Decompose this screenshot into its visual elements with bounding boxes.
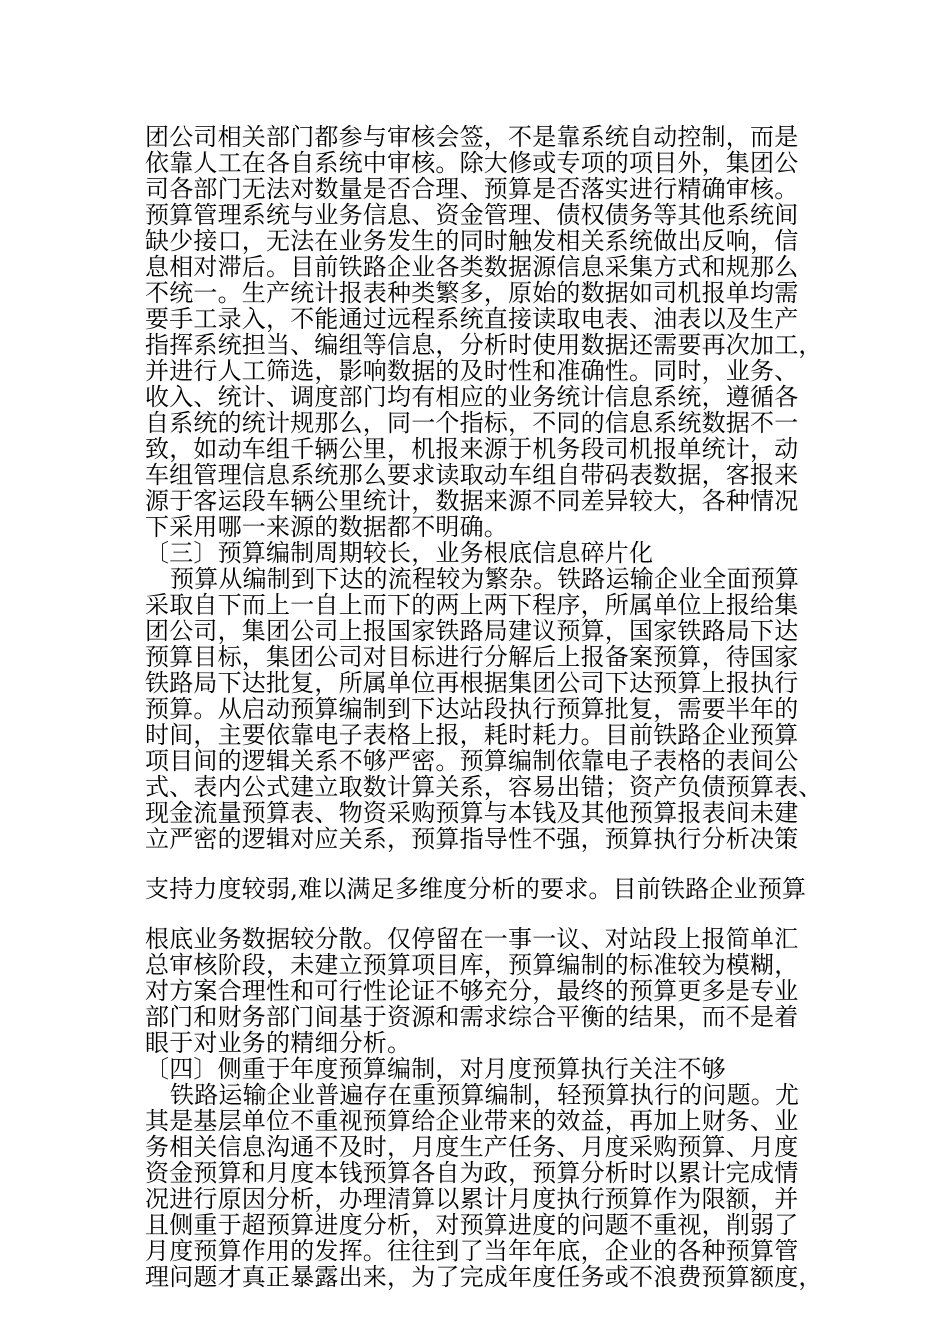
- text-line: 理问题才真正暴露出来，为了完成年度任务或不浪费预算额度，: [145, 1263, 823, 1291]
- text-line: 月度预算作用的发挥。往往到了当年年底，企业的各种预算管: [145, 1237, 799, 1265]
- text-line: 缺少接口，无法在业务发生的同时触发相关系统做出反响，信: [145, 227, 799, 255]
- text-line: 时间，主要依靠电子表格上报，耗时耗力。目前铁路企业预算: [145, 721, 799, 749]
- text-line: 司各部门无法对数量是否合理、预算是否落实进行精确审核。: [145, 175, 799, 203]
- text-line: 眼于对业务的精细分析。: [145, 1029, 412, 1057]
- text-line: 预算目标，集团公司对目标进行分解后上报备案预算，待国家: [145, 643, 799, 671]
- text-line: 且侧重于超预算进度分析，对预算进度的问题不重视，削弱了: [145, 1211, 799, 1239]
- text-line: 源于客运段车辆公里统计，数据来源不同差异较大，各种情况: [145, 487, 799, 515]
- section-heading-3: 〔三〕预算编制周期较长，业务根底信息碎片化: [145, 539, 654, 567]
- text-line: 团公司相关部门都参与审核会签，不是靠系统自动控制，而是: [145, 123, 799, 151]
- text-line: 自系统的统计规那么，同一个指标，不同的信息系统数据不一: [145, 409, 799, 437]
- text-line: 立严密的逻辑对应关系，预算指导性不强，预算执行分析决策: [145, 825, 799, 853]
- text-line: 总审核阶段，未建立预算项目库，预算编制的标准较为模糊，: [145, 951, 799, 979]
- text-line: 项目间的逻辑关系不够严密。预算编制依靠电子表格的表间公: [145, 747, 799, 775]
- text-line: 不统一。生产统计报表种类繁多，原始的数据如司机报单均需: [145, 279, 799, 307]
- text-line: 部门和财务部门间基于资源和需求综合平衡的结果，而不是着: [145, 1003, 799, 1031]
- text-line: 预算。从启动预算编制到下达站段执行预算批复，需要半年的: [145, 695, 799, 723]
- text-line: 车组管理信息系统那么要求读取动车组自带码表数据，客报来: [145, 461, 799, 489]
- text-line: 铁路局下达批复，所属单位再根据集团公司下达预算上报执行: [145, 669, 799, 697]
- text-line: 收入、统计、调度部门均有相应的业务统计信息系统，遵循各: [145, 383, 799, 411]
- text-line: 指挥系统担当、编组等信息，分析时使用数据还需要再次加工，: [145, 331, 823, 359]
- text-line: 采取自下而上一自上而下的两上两下程序，所属单位上报给集: [145, 591, 799, 619]
- text-line: 式、表内公式建立取数计算关系，容易出错；资产负债预算表、: [145, 773, 823, 801]
- text-line: 根底业务数据较分散。仅停留在一事一议、对站段上报简单汇: [145, 925, 799, 953]
- text-line: 况进行原因分析，办理清算以累计月度执行预算作为限额，并: [145, 1185, 799, 1213]
- text-line: 铁路运输企业普遍存在重预算编制，轻预算执行的问题。尤: [170, 1081, 800, 1109]
- text-line: 致，如动车组千辆公里，机报来源于机务段司机报单统计，动: [145, 435, 799, 463]
- text-line: 对方案合理性和可行性论证不够充分，最终的预算更多是专业: [145, 977, 799, 1005]
- text-line: 支持力度较弱,难以满足多维度分析的要求。目前铁路企业预算: [145, 875, 807, 903]
- text-line: 下采用哪一来源的数据都不明确。: [145, 513, 508, 541]
- text-line: 并进行人工筛选，影响数据的及时性和准确性。同时，业务、: [145, 357, 799, 385]
- section-heading-4: 〔四〕侧重于年度预算编制，对月度预算执行关注不够: [145, 1055, 726, 1083]
- text-line: 依靠人工在各自系统中审核。除大修或专项的项目外，集团公: [145, 149, 799, 177]
- text-line: 预算从编制到下达的流程较为繁杂。铁路运输企业全面预算: [170, 565, 800, 593]
- text-line: 务相关信息沟通不及时，月度生产任务、月度采购预算、月度: [145, 1133, 799, 1161]
- text-line: 息相对滞后。目前铁路企业各类数据源信息采集方式和规那么: [145, 253, 799, 281]
- text-line: 团公司，集团公司上报国家铁路局建议预算，国家铁路局下达: [145, 617, 799, 645]
- text-line: 其是基层单位不重视预算给企业带来的效益，再加上财务、业: [145, 1107, 799, 1135]
- text-line: 预算管理系统与业务信息、资金管理、债权债务等其他系统间: [145, 201, 799, 229]
- text-line: 要手工录入，不能通过远程系统直接读取电表、油表以及生产: [145, 305, 799, 333]
- text-line: 资金预算和月度本钱预算各自为政，预算分析时以累计完成情: [145, 1159, 799, 1187]
- text-line: 现金流量预算表、物资采购预算与本钱及其他预算报表间未建: [145, 799, 799, 827]
